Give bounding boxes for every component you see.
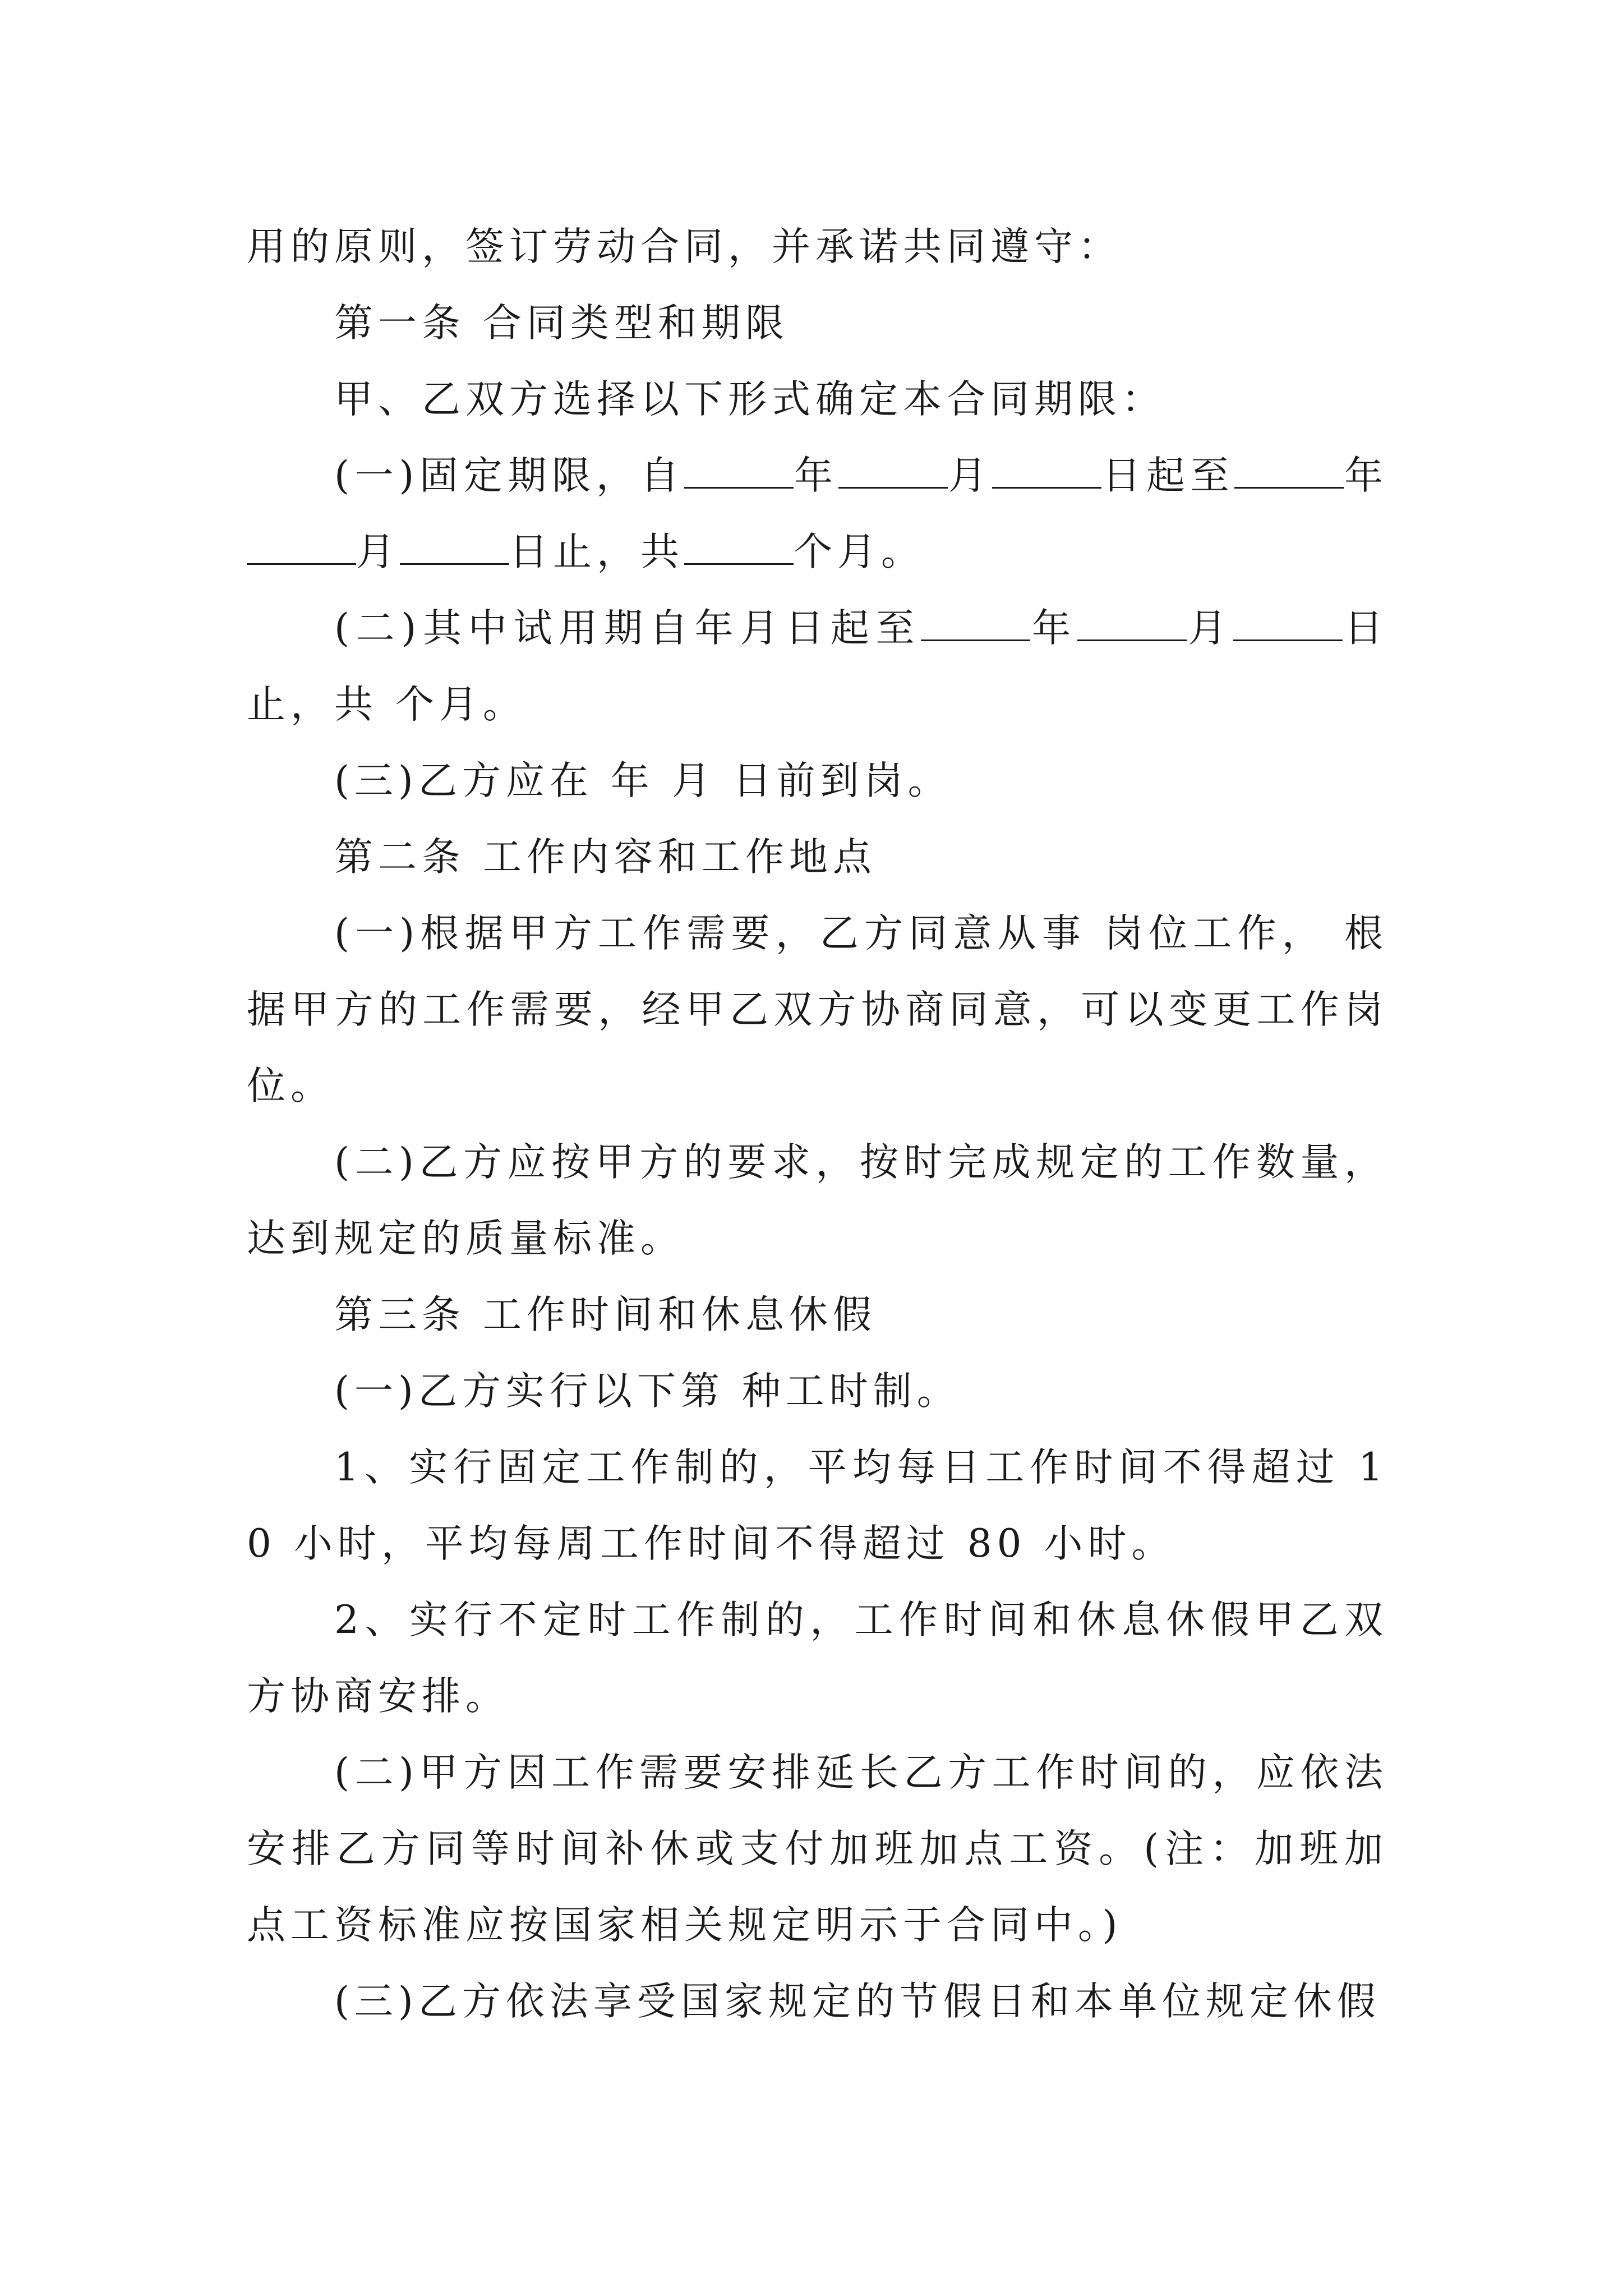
- paragraph-overtime: (二)甲方因工作需要安排延长乙方工作时间的，应依法安排乙方同等时间补休或支付加班加点工资。(注：加班加点工资标准应按国家相关规定明示于合同中。): [247, 1750, 1388, 1948]
- blank-line: [1077, 608, 1187, 641]
- article-2-heading: 第二条 工作内容和工作地点: [334, 835, 877, 880]
- paragraph-flexible-hours: 2、实行不定时工作制的，工作时间和休息休假甲乙双方协商安排。: [247, 1598, 1388, 1719]
- fixed-term-text-5: 年: [1344, 453, 1389, 498]
- paragraph-fixed-hours: 1、实行固定工作制的，平均每日工作时间不得超过 10 小时，平均每周工作时间不得超过 80 小时。: [247, 1445, 1388, 1566]
- fixed-term-text-8: 个月。: [794, 530, 925, 574]
- paragraph-work-hours-system: (一)乙方实行以下第 种工时制。: [334, 1369, 961, 1414]
- probation-text-2: 年: [1030, 606, 1077, 651]
- blank-line: [684, 532, 794, 565]
- blank-line: [921, 608, 1030, 641]
- probation-text-3: 月: [1186, 606, 1234, 651]
- document-body: [247, 209, 1388, 2040]
- paragraph-work-quality: (二)乙方应按甲方的要求，按时完成规定的工作数量，达到规定的质量标准。: [247, 1140, 1388, 1261]
- fixed-term-text-6: 月: [356, 530, 400, 574]
- fixed-term-text-1: (一)固定期限，自: [334, 453, 685, 498]
- blank-line: [247, 532, 356, 565]
- blank-line: [400, 532, 509, 565]
- blank-line: [838, 455, 948, 489]
- fixed-term-text-2: 年: [794, 453, 838, 498]
- probation-text-1: (二)其中试用期自年月日起至: [334, 606, 921, 651]
- paragraph-term-selection: 甲、乙双方选择以下形式确定本合同期限：: [334, 377, 1165, 422]
- paragraph-fixed-term: [247, 438, 1388, 590]
- article-3-heading: 第三条 工作时间和休息休假: [334, 1292, 877, 1337]
- paragraph-intro-continuation: 用的原则，签订劳动合同，并承诺共同遵守：: [247, 224, 1122, 269]
- blank-line: [684, 455, 794, 489]
- blank-line: [1234, 455, 1344, 489]
- blank-line: [992, 455, 1101, 489]
- paragraph-probation: [247, 590, 1388, 743]
- paragraph-report-date: (三)乙方应在 年 月 日前到岗。: [334, 758, 952, 803]
- fixed-term-text-3: 月: [947, 453, 993, 498]
- article-1-heading: 第一条 合同类型和期限: [334, 301, 789, 346]
- blank-line: [1233, 608, 1343, 641]
- fixed-term-text-7: 日止，共: [509, 530, 684, 574]
- paragraph-holidays: (三)乙方依法享受国家规定的节假日和本单位规定休假: [334, 1979, 1381, 2024]
- fixed-term-text-4: 日起至: [1101, 453, 1235, 498]
- probation-text-4: 日止，共 个月。: [247, 606, 1389, 727]
- paragraph-job-position: (一)根据甲方工作需要，乙方同意从事 岗位工作， 根据甲方的工作需要，经甲乙双方协商同意，可以变更工作岗位。: [247, 911, 1388, 1108]
